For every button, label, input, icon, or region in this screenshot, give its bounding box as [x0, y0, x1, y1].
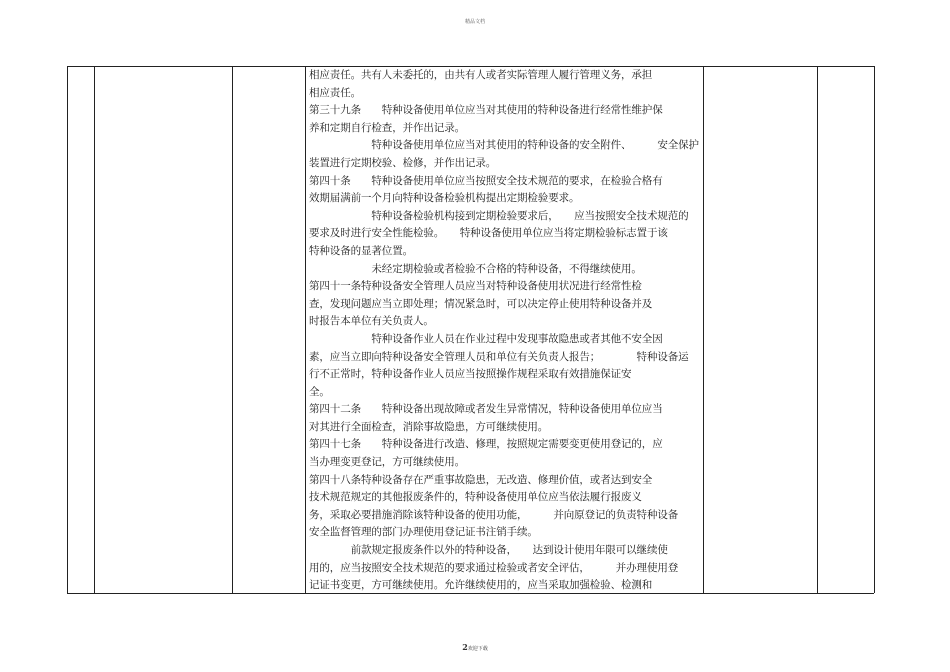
text-line: 第四十二条 特种设备出现故障或者发生异常情况，特种设备使用单位应当 — [309, 403, 663, 416]
text-line: 第四十一条特种设备安全管理人员应当对特种设备使用状况进行经常性检 — [309, 280, 642, 293]
text-line: 查，发现问题应当立即处理；情况紧急时，可以决定停止使用特种设备并及 — [309, 297, 653, 310]
text-line: 务，采取必要措施消除该特种设备的使用功能， 并向原登记的负责特种设备 — [309, 508, 679, 521]
table-column-divider — [94, 66, 95, 593]
text-line: 第四十条 特种设备使用单位应当按照安全技术规范的要求，在检验合格有 — [309, 174, 663, 187]
table-column-divider — [703, 66, 704, 593]
text-line: 未经定期检验或者检验不合格的特种设备，不得继续使用。 — [309, 262, 642, 275]
table-column-divider — [874, 66, 875, 593]
table-column-divider — [232, 66, 233, 593]
page-number: 2 — [462, 642, 468, 652]
text-line: 第四十八条特种设备存在严重事故隐患，无改造、修理价值，或者达到安全 — [309, 473, 653, 486]
text-line: 相应责任。共有人未委托的，由共有人或者实际管理人履行管理义务，承担 — [309, 69, 653, 81]
text-line: 当办理变更登记，方可继续使用。 — [309, 456, 465, 469]
text-line: 特种设备的显著位置。 — [309, 244, 413, 257]
text-line: 用的，应当按照安全技术规范的要求通过检验或者安全评估， 并办理使用登 — [309, 561, 679, 574]
text-line: 全。 — [309, 385, 330, 398]
text-line: 特种设备检验机构接到定期检验要求后， 应当按照安全技术规范的 — [309, 209, 689, 222]
table-column-divider — [817, 66, 818, 593]
header-watermark: 精品文档 — [464, 19, 485, 25]
footer-download-text: 欢迎下载 — [467, 646, 488, 652]
text-line: 记证书变更，方可继续使用。允许继续使用的，应当采取加强检验、检测和 — [309, 579, 653, 592]
text-line: 素，应当立即向特种设备安全管理人员和单位有关负责人报告； 特种设备运 — [309, 350, 689, 363]
text-line: 特种设备作业人员在作业过程中发现事故隐患或者其他不安全因 — [309, 332, 663, 345]
table-column-divider — [67, 66, 68, 593]
page-footer — [0, 642, 950, 652]
text-line: 效期届满前一个月向特种设备检验机构提出定期检验要求。 — [309, 192, 580, 205]
text-line: 第四十七条 特种设备进行改造、修理，按照规定需要变更使用登记的，应 — [309, 438, 663, 451]
text-line: 特种设备使用单位应当对其使用的特种设备的安全附件、 安全保护 — [309, 139, 699, 152]
text-line: 装置进行定期校验、检修，并作出记录。 — [309, 156, 497, 169]
text-line: 技术规范规定的其他报废条件的，特种设备使用单位应当依法履行报废义 — [309, 491, 642, 504]
text-line: 安全监督管理的部门办理使用登记证书注销手续。 — [309, 526, 538, 539]
text-line: 行不正常时，特种设备作业人员应当按照操作规程采取有效措施保证安 — [309, 368, 632, 381]
text-line: 对其进行全面检查，消除事故隐患，方可继续使用。 — [309, 420, 549, 433]
text-line: 时报告本单位有关负责人。 — [309, 315, 434, 328]
text-line: 第三十九条 特种设备使用单位应当对其使用的特种设备进行经常性维护保 — [309, 104, 663, 117]
text-line: 相应责任。 — [309, 86, 361, 99]
text-line: 养和定期自行检查，并作出记录。 — [309, 121, 465, 134]
table-column-divider — [305, 66, 306, 593]
text-line: 前款规定报废条件以外的特种设备， 达到设计使用年限可以继续使 — [309, 544, 668, 557]
text-line: 要求及时进行安全性能检验。 特种设备使用单位应当将定期检验标志置于该 — [309, 227, 668, 240]
article-text-cell — [309, 67, 701, 595]
